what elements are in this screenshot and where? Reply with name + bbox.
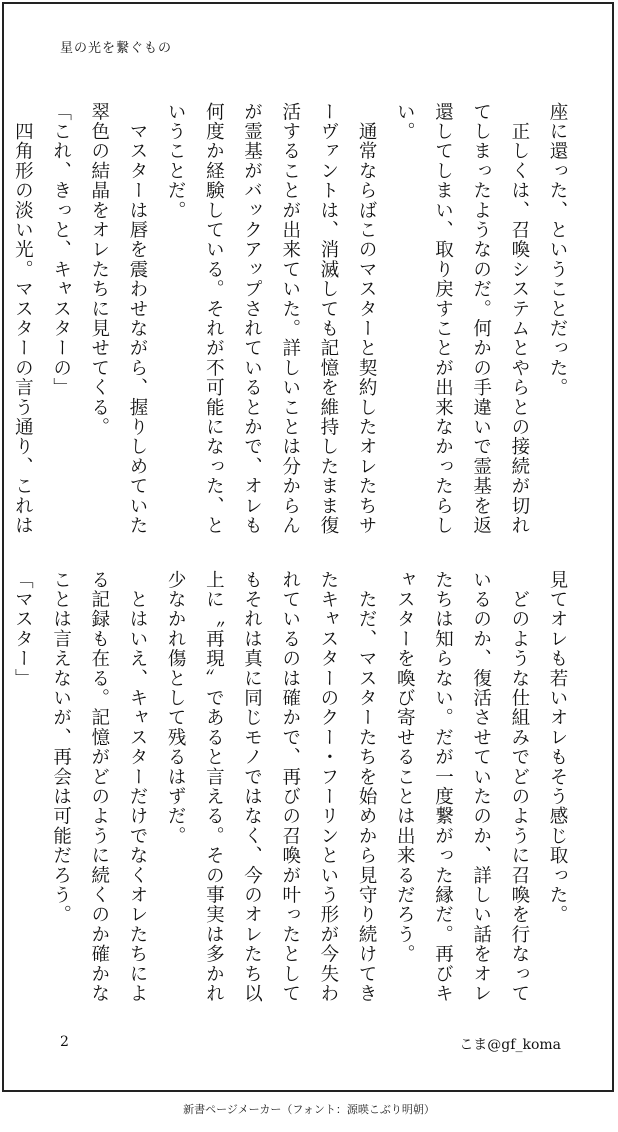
- page-number: 2: [60, 1034, 69, 1050]
- text-column: もそれは真に同じモノではなく、今のオレたち以: [241, 570, 263, 1004]
- text-column: 翠色の結晶をオレたちに見せてくる。: [88, 102, 110, 437]
- text-column: れているのは確かで、再びの召喚が叶ったとして: [279, 570, 301, 1004]
- text-column: ャスターを喚び寄せることは出来るだろう。: [394, 570, 416, 964]
- text-column: い。: [394, 102, 416, 142]
- text-column: 何度か経験している。それが不可能になった、と: [203, 102, 225, 536]
- text-column: てしまったようなのだ。何かの手違いで霊基を返: [470, 102, 492, 536]
- text-column: たキャスターのクー・フーリンという形が今失わ: [317, 570, 339, 1004]
- generator-credit: 新書ページメーカー（フォント：源暎こぶり明朝）: [183, 1103, 435, 1116]
- text-column: ことは言えないが、再会は可能だろう。: [50, 570, 72, 925]
- text-column: 「これ、きっと、キャスターの」: [50, 102, 72, 398]
- text-column: 四角形の淡い光。マスターの言う通り、これは: [12, 102, 34, 536]
- book-title: 星の光を繋ぐもの: [60, 41, 173, 56]
- text-column: が霊基がバックアップされているとかで、オレも: [241, 102, 263, 536]
- text-column: どのような仕組みでどのように召喚を行なって: [508, 570, 530, 1004]
- text-column: 還してしまい、取り戻すことが出来なかったらし: [432, 102, 454, 536]
- text-column: 上に〝再現〟であると言える。その事実は多かれ: [203, 570, 225, 1004]
- text-column: 正しくは、召喚システムとやらとの接続が切れ: [508, 102, 530, 536]
- text-column: 見てオレも若いオレもそう感じ取った。: [547, 570, 568, 925]
- text-column: 座に還った、ということだった。: [547, 102, 568, 398]
- text-column: る記録も在る。記憶がどのように続くのか確かな: [88, 570, 110, 1004]
- text-column: ーヴァントは、消滅しても記憶を維持したまま復: [317, 102, 339, 536]
- text-block-bottom: [0, 570, 576, 1025]
- text-column: いるのか、復活させていたのか、詳しい話をオレ: [470, 570, 492, 1004]
- text-column: とはいえ、キャスターだけでなくオレたちによ: [126, 570, 148, 1004]
- text-column: 少なかれ傷として残るはずだ。: [165, 570, 187, 846]
- author-handle: こま@gf_koma: [459, 1037, 561, 1053]
- text-column: 活することが出来ていた。詳しいことは分からん: [279, 102, 301, 536]
- text-column: ただ、マスターたちを始めから見守り続けてき: [356, 570, 378, 1004]
- text-column: たちは知らない。だが一度繋がった縁だ。再びキ: [432, 570, 454, 1004]
- text-column: 「マスター」: [12, 570, 34, 689]
- text-column: 通常ならばこのマスターと契約したオレたちサ: [356, 102, 378, 536]
- text-column: マスターは唇を震わせながら、握りしめていた: [126, 102, 148, 536]
- text-block-top: [0, 102, 576, 542]
- text-column: いうことだ。: [165, 102, 187, 221]
